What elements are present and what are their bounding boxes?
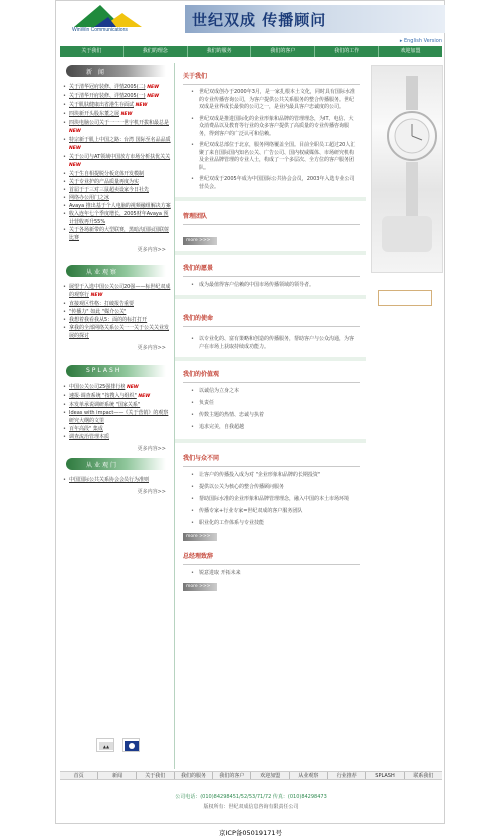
splash-more-link[interactable]: 更多内容>> (137, 446, 166, 452)
list-item-text[interactable]: 四块电脑公司关于一一一世宇机开拔和最总是 (69, 120, 170, 126)
new-badge: NEW (120, 112, 133, 117)
list-item[interactable] (63, 401, 172, 409)
values-heading: 我们的价值观 (183, 371, 220, 378)
footer-contact: 公司电话：(010)84298451/52/53/71/72 传真：(010)84298473 (175, 794, 327, 800)
value-item: • 追求完美，自我超越 (175, 419, 366, 431)
partner-logos (96, 738, 156, 752)
splash-list (60, 377, 172, 441)
new-badge: NEW (147, 94, 160, 99)
value-item: • 以诚信为立身之本 (175, 383, 366, 395)
page-container (55, 0, 445, 824)
list-item[interactable] (63, 308, 172, 316)
list-item[interactable] (63, 110, 172, 119)
list-item[interactable] (63, 170, 172, 178)
nav-philosophy[interactable]: 我们的理念 (124, 46, 188, 57)
list-item[interactable] (63, 383, 172, 392)
mission-heading: 我们的使命 (183, 315, 214, 322)
list-item[interactable] (63, 226, 172, 242)
jobs-title: 从业观门 (86, 462, 119, 469)
industry-list (60, 277, 172, 340)
list-item[interactable] (63, 476, 172, 484)
list-item[interactable] (63, 92, 172, 101)
value-item: • 负责任 (175, 395, 366, 407)
list-item[interactable] (63, 194, 172, 202)
news-title: 新 闻 (86, 69, 106, 76)
difference-more-button[interactable]: more >>> (183, 533, 217, 541)
ceo-list (175, 565, 366, 577)
list-item-text[interactable]: 四块新开头股东董之展 (69, 111, 120, 117)
news-section-header (66, 65, 166, 77)
mission-text: • 以专业化的、富有策略和创造的传播服务，帮助客户与公众沟通，为客户在市场上获取持续成功能力。 (175, 327, 366, 351)
watch-image (371, 65, 443, 273)
splash-title: SPLASH (86, 367, 122, 374)
difference-item: • 让客户的传播投入成为对 "企业形象和品牌的长期投资" (175, 467, 366, 479)
jobs-section-header (66, 458, 166, 470)
values-list (175, 383, 366, 431)
industry-title: 从业观察 (86, 269, 119, 276)
vision-heading: 我们的愿景 (183, 265, 214, 272)
list-item-text[interactable]: 展望于入选中国公关公司20强——标世纪双成的观察行 (69, 284, 171, 298)
more-label: more (186, 534, 198, 539)
more-label: more (186, 584, 198, 589)
list-item-text[interactable]: 关于清华冠府装修、详情2005(二) (69, 84, 146, 90)
new-badge: NEW (90, 293, 103, 298)
icp-license[interactable]: 京ICP备05019171号 (219, 829, 282, 837)
about-heading: 关于我们 (183, 73, 208, 80)
list-item-text[interactable]: 关于公司与AT领域中国放方市场分析扶优关关 (69, 154, 171, 160)
list-item-text[interactable]: "传播力" 如此 "媒介公关" (69, 309, 127, 315)
list-item-text[interactable]: 我想着我看我从5：面的的标打打开 (69, 317, 148, 323)
more-label: more (186, 238, 198, 243)
about-paragraph: • 世纪双成于2005年成为中国国际公共协会会员，2003年入选专业公司营员会。 (175, 172, 366, 191)
new-badge: NEW (126, 385, 139, 390)
footer-link-services[interactable]: 我们的服务 (175, 772, 213, 779)
news-list (60, 77, 172, 242)
new-badge: NEW (135, 103, 148, 108)
news-more-link[interactable]: 更多内容>> (137, 247, 166, 253)
list-item[interactable] (63, 409, 172, 425)
list-item[interactable] (63, 101, 172, 110)
difference-list (175, 467, 366, 527)
footer-link-contact[interactable]: 联系我们 (413, 773, 434, 779)
difference-item: • 帮助国际水准的企业形象和品牌管理理念，融入中国的本土市场环境 (175, 491, 366, 503)
splash-section-header (66, 365, 166, 377)
industry-section-header (66, 265, 166, 277)
about-paragraphs (175, 85, 366, 191)
footer-link-splash[interactable]: SPLASH (366, 772, 404, 779)
list-item-text[interactable]: 拿我的全部网络关系公关一一关于公关关业发展的探讨 (69, 325, 170, 339)
difference-item: • 职业化的工作体系与专业技能 (175, 515, 366, 527)
nav-join[interactable]: 欢迎加盟 (400, 48, 421, 54)
ceo-item: • 锐意进取 开拓未来 (175, 565, 366, 577)
list-item-text[interactable]: 直接观区性格：打破报告重要 (69, 301, 135, 307)
nav-about[interactable]: 关于我们 (60, 46, 124, 57)
list-item-text[interactable]: 本发单承说调研系统 "国家关系" (69, 402, 141, 408)
team-more-button[interactable]: more >>> (183, 237, 217, 245)
about-paragraph: • 世纪双成是推进国际化的企业形象和品牌的管理理念，为IT、电信、大众消费品以及教育等行业的众多客户提供了高质量的专业传播咨询服务，得到客户的广泛认可和信赖。 (175, 112, 366, 139)
english-version-link[interactable]: ▸ English Version (399, 38, 442, 44)
middle-column (175, 63, 366, 591)
industry-more-link[interactable]: 更多内容>> (137, 345, 166, 351)
left-column (60, 65, 172, 495)
list-item-text[interactable]: 中国公关公司25强排行榜 (69, 384, 126, 390)
footer-link-clients[interactable]: 我们的客户 (213, 772, 251, 779)
footer-copyright: 版权所有：世纪双成信息咨询有限责任公司 (203, 804, 299, 810)
svg-text:▲▲: ▲▲ (102, 744, 110, 749)
footer-link-about[interactable]: 关于我们 (137, 772, 175, 779)
footer-link-industry[interactable]: 从业观察 (290, 772, 328, 779)
list-item-text[interactable]: 百年高段" 集成 (69, 426, 103, 432)
banner-title: 世纪双成 传播顾问 (192, 11, 327, 29)
new-badge: NEW (138, 394, 151, 399)
list-item[interactable] (63, 283, 172, 300)
list-item-text[interactable]: 关于清华开府装修、详情2005(一) (69, 93, 146, 99)
list-item[interactable] (63, 392, 172, 401)
nav-clients[interactable]: 我们的客户 (251, 46, 315, 57)
about-paragraph: • 世纪双成创办于2000年3月，是一家扎根本土文化，同时具有国际水准的专业传播咨询公司，为客户提供公共关系服务的整合传播服务。世纪双成是业界成长最快的公司之一，是业内最具客户忠诚度的公司。 (175, 85, 366, 112)
list-item[interactable] (63, 300, 172, 308)
list-item[interactable] (63, 324, 172, 340)
list-item[interactable] (63, 186, 172, 194)
main-nav (60, 46, 442, 57)
footer-nav (60, 771, 442, 780)
vision-text: • 成为最值得客户信赖的中国市场传播领域的领导者。 (175, 277, 366, 289)
list-item[interactable] (63, 178, 172, 186)
jobs-more-link[interactable]: 更多内容>> (137, 489, 166, 495)
list-item-text[interactable]: 关于肌肤健康出省港生存面试 (69, 102, 135, 108)
about-paragraph: • 世纪双成总部位于北京，服务网络覆盖全国。目前全职员工超过20人汇聚了来自国际国内知名公关、广告公司、国内权威媒体、市场研究机构及企业品牌管理的专业人士，构成了一个多层次、全方位的客户服务团队。 (175, 138, 366, 172)
list-item-text[interactable]: Ideas with impact——《关于营销》的观察研究大纲的文里 (69, 410, 169, 424)
list-item[interactable] (63, 83, 172, 92)
nav-services[interactable]: 我们的服务 (188, 46, 252, 57)
list-item[interactable] (63, 210, 172, 226)
footer-link-recommend[interactable]: 行业推荐 (328, 772, 366, 779)
new-badge: NEW (69, 146, 81, 151)
right-promo-box[interactable] (378, 290, 432, 306)
footer-link-join[interactable]: 欢迎加盟 (251, 772, 289, 779)
team-divider (183, 224, 360, 225)
ceo-heading: 总经理致辞 (183, 553, 214, 560)
difference-item: • 传播专家+行业专家=世纪双成的客户服务团队 (175, 503, 366, 515)
nav-work[interactable]: 我们的工作 (315, 46, 379, 57)
team-heading: 管理团队 (183, 213, 208, 220)
list-item-text[interactable]: Avaya 推出基于个人电脑的视频融组解决方案 (69, 203, 171, 209)
list-item-text[interactable]: 调查流治管理本质 (69, 434, 110, 440)
list-item[interactable] (63, 425, 172, 433)
partner-logo-1[interactable] (96, 738, 114, 752)
list-item[interactable] (63, 119, 172, 136)
list-item-text[interactable]: 网络办公用门之冰 (69, 195, 110, 201)
list-item-text[interactable]: 收入连年七个季度增长，2005财年Avaya 预计营收再升55% (69, 211, 169, 225)
difference-item: • 提供以公关为核心的整合传播顾问服务 (175, 479, 366, 491)
partner-logo-2[interactable] (122, 738, 140, 752)
jobs-list (60, 470, 172, 484)
footer-link-home[interactable]: 首页 (60, 772, 98, 779)
new-badge: NEW (69, 163, 81, 168)
list-item-text[interactable]: 关于专业护的产品质量再度为实 (69, 179, 140, 185)
new-badge: NEW (147, 85, 160, 90)
list-item-text[interactable]: 关于各场新带的大型联赛，黑暗沟国际国联射比赛 (69, 227, 170, 241)
list-item[interactable] (63, 433, 172, 441)
value-item: • 传数主题的热情、忠诚与执着 (175, 407, 366, 419)
list-item-text[interactable]: 中国国际公共关系协会会员行为准则 (69, 477, 150, 483)
ceo-more-button[interactable]: more >>> (183, 583, 217, 591)
list-item[interactable] (63, 202, 172, 210)
logo-text: WinWin Communications (72, 27, 128, 33)
list-item[interactable] (63, 316, 172, 324)
list-item-text[interactable]: 特宗新于肌上中国之路：台湾 国际至名品品质 (69, 137, 171, 143)
list-item-text[interactable]: 首届于于三对三鼠超卖设家今日社先 (69, 187, 150, 193)
list-item-text[interactable]: 关于生自相提脱分板竞体开发模制 (69, 171, 145, 177)
english-version-label: English Version (403, 38, 442, 44)
list-item-text[interactable]: 速报·调查系统 "按搜入与组织" (69, 393, 137, 399)
list-item[interactable] (63, 153, 172, 170)
footer-link-news[interactable]: 新闻 (98, 772, 136, 779)
difference-heading: 我们与众不同 (183, 455, 220, 462)
new-badge: NEW (69, 129, 81, 134)
list-item[interactable] (63, 136, 172, 153)
